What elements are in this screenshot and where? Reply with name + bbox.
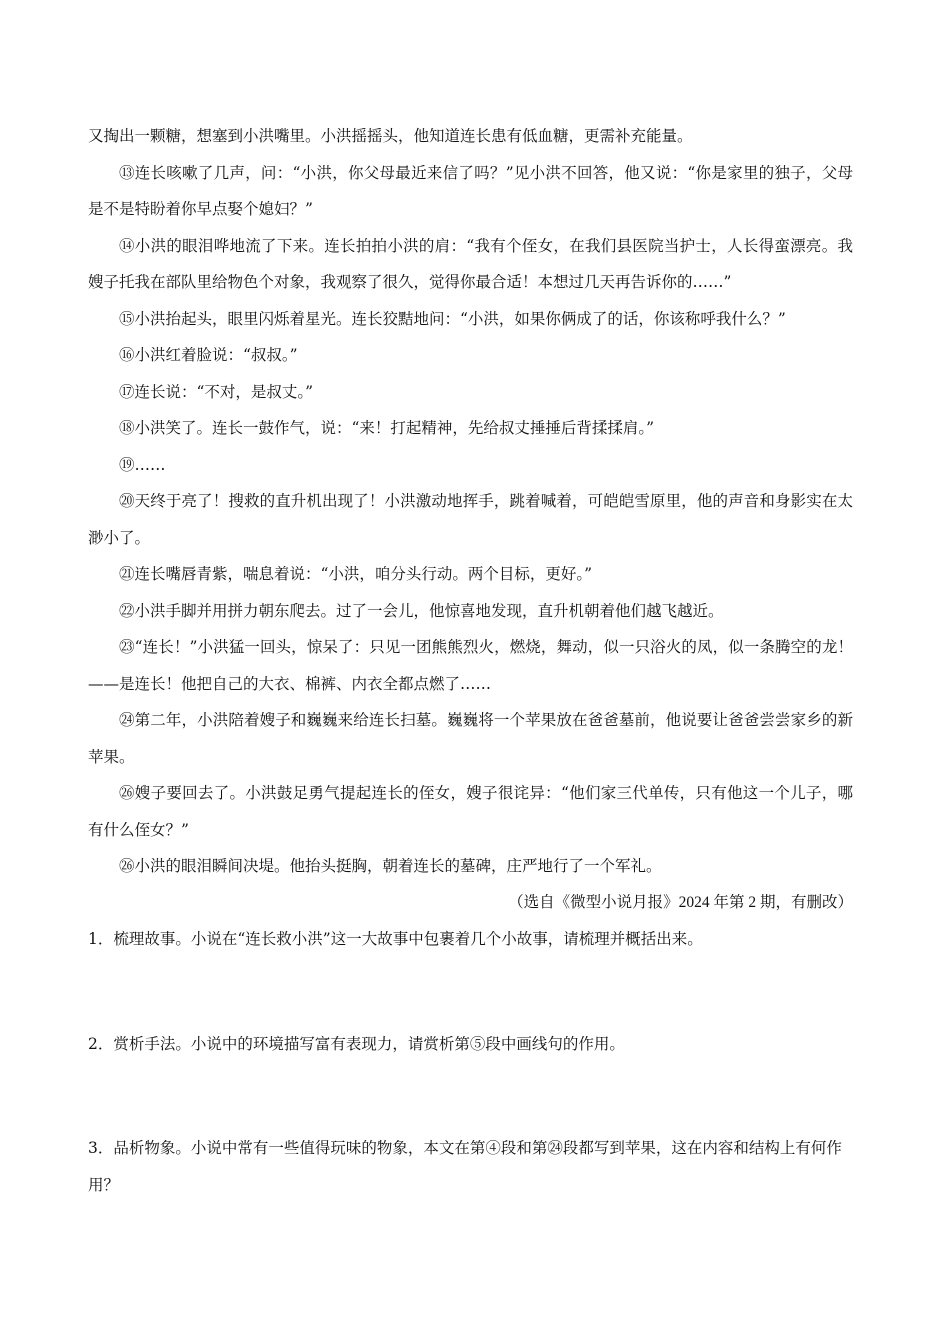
question-3: 3．品析物象。小说中常有一些值得玩味的物象，本文在第④段和第㉔段都写到苹果，这在内容和结构上有何作用？ [88, 1139, 842, 1194]
paragraph-19: ⑲…… [119, 455, 166, 474]
paragraph-20: ⑳天终于亮了！搜救的直升机出现了！小洪激动地挥手，跳着喊着，可皑皑雪原里，他的声音和身影实在太渺小了。 [88, 492, 853, 547]
paragraph-15: ⑮小洪抬起头，眼里闪烁着星光。连长狡黠地问：“小洪，如果你俩成了的话，你该称呼我什么？” [119, 309, 786, 328]
paragraph-13: ⑬连长咳嗽了几声，问：“小洪，你父母最近来信了吗？”见小洪不回答，他又说：“你是家里的独子，父母是不是特盼着你早点娶个媳妇？” [88, 163, 853, 218]
paragraph-16: ⑯小洪红着脸说：“叔叔。” [119, 346, 298, 364]
paragraph-18: ⑱小洪笑了。连长一鼓作气，说：“来！打起精神，先给叔丈捶捶后背揉揉肩。” [119, 419, 655, 437]
paragraph-14: ⑭小洪的眼泪哗地流了下来。连长拍拍小洪的肩：“我有个侄女，在我们县医院当护士，人长得蛮漂亮。我嫂子托我在部队里给物色个对象，我观察了很久，觉得你最合适！本想过几天再告诉你的……” [88, 236, 853, 291]
paragraph-22: ㉒小洪手脚并用拼力朝东爬去。过了一会儿，他惊喜地发现，直升机朝着他们越飞越近。 [119, 601, 724, 620]
question-list [88, 921, 853, 1203]
paragraph-24: ㉔第二年，小洪陪着嫂子和巍巍来给连长扫墓。巍巍将一个苹果放在爸爸墓前，他说要让爸爸尝尝家乡的新苹果。 [88, 711, 853, 766]
question-2: 2．赏析手法。小说中的环境描写富有表现力，请赏析第⑤段中画线句的作用。 [88, 1034, 625, 1053]
paragraph-21: ㉑连长嘴唇青紫，喘息着说：“小洪，咱分头行动。两个目标，更好。” [119, 565, 593, 583]
paragraph-26: ㉖小洪的眼泪瞬间决堤。他抬头挺胸，朝着连长的墓碑，庄严地行了一个军礼。 [119, 857, 662, 875]
story-body [88, 118, 853, 885]
paragraph-25: ㉖嫂子要回去了。小洪鼓足勇气提起连长的侄女，嫂子很诧异：“他们家三代单传，只有他这一个儿子，哪有什么侄女？” [88, 784, 853, 839]
paragraph-continued: 又掏出一颗糖，想塞到小洪嘴里。小洪摇摇头，他知道连长患有低血糖，更需补充能量。 [88, 127, 693, 145]
paragraph-17: ⑰连长说：“不对，是叔丈。” [119, 382, 314, 401]
question-1: 1．梳理故事。小说在“连长救小洪”这一大故事中包裹着几个小故事，请梳理并概括出来。 [88, 930, 703, 948]
source-citation: （选自《微型小说月报》2024 年第 2 期，有删改） [508, 893, 853, 911]
paragraph-23: ㉓“连长！”小洪猛一回头，惊呆了：只见一团熊熊烈火，燃烧，舞动，似一只浴火的凤，似一条腾空的龙！——是连长！他把自己的大衣、棉裤、内衣全都点燃了…… [88, 638, 853, 693]
document-page [88, 118, 853, 1203]
answer-space [88, 958, 853, 1026]
answer-space [88, 1062, 853, 1130]
